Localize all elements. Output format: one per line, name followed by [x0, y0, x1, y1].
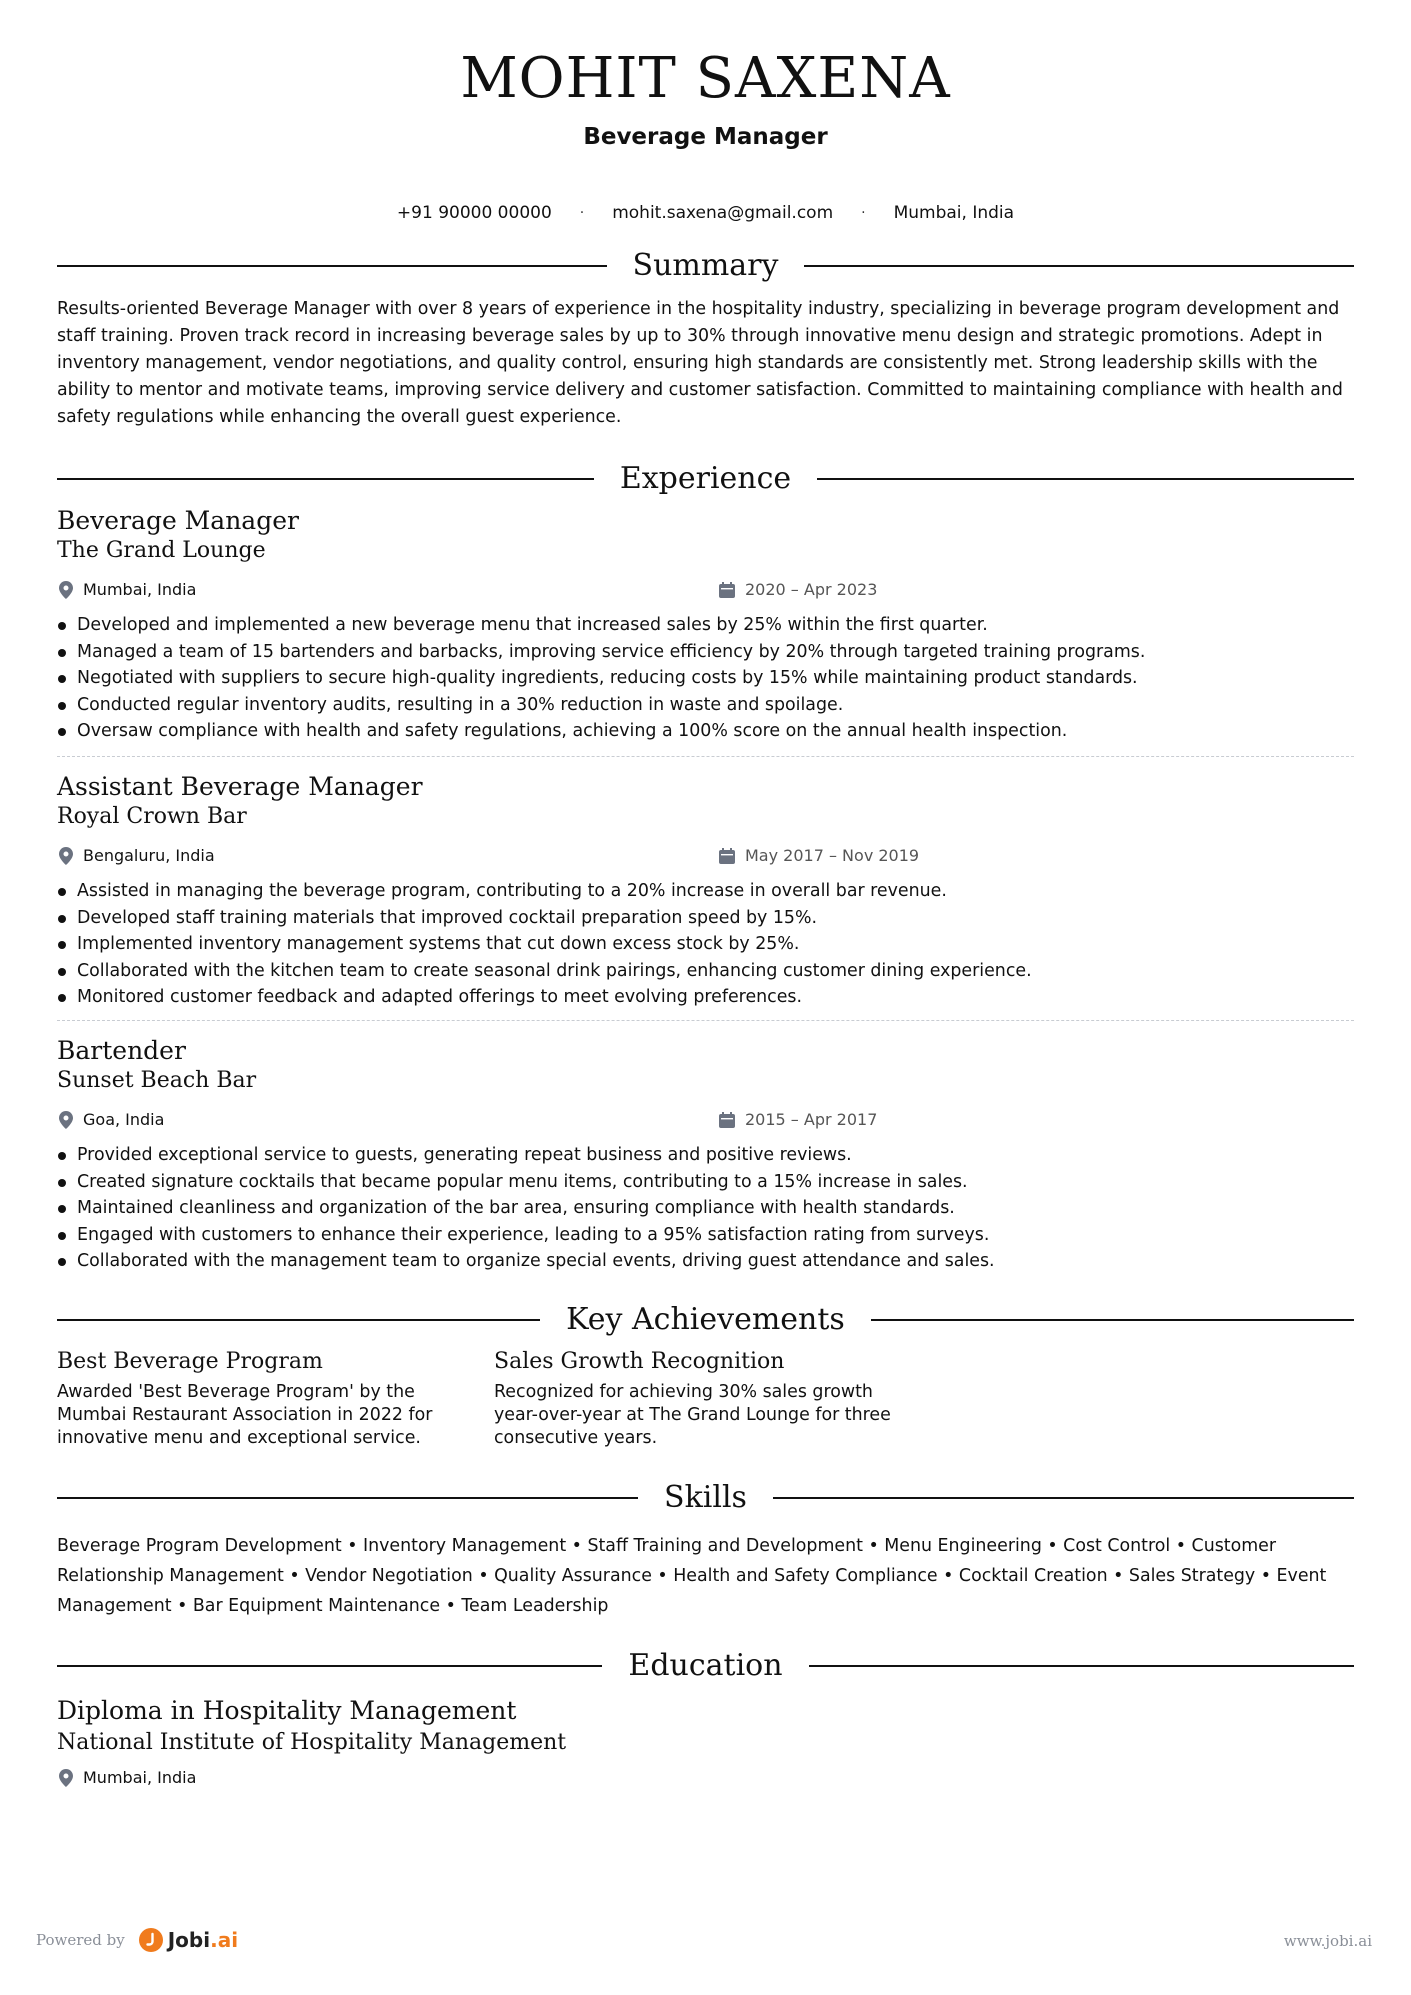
section-heading-experience — [57, 459, 1354, 499]
heading-rule — [57, 1497, 638, 1499]
section-title: Key Achievements — [566, 1302, 845, 1337]
job-meta — [57, 1110, 1354, 1134]
contact-separator: · — [861, 205, 866, 221]
experience-entry — [57, 1036, 1354, 1275]
job-meta — [57, 580, 1354, 604]
brand-logo[interactable] — [139, 1928, 238, 1952]
job-company: Sunset Beach Bar — [57, 1068, 257, 1093]
section-title: Experience — [619, 461, 792, 496]
section-heading-education — [57, 1646, 1354, 1686]
job-bullets — [57, 1142, 1354, 1275]
job-dates-text: 2020 – Apr 2023 — [745, 580, 878, 599]
section-heading-skills — [57, 1478, 1354, 1518]
heading-rule — [773, 1497, 1354, 1499]
section-title: Summary — [632, 248, 779, 283]
list-item: Monitored customer feedback and adapted offerings to meet evolving preferences. — [57, 984, 1354, 1011]
education-entry — [57, 1694, 1354, 1792]
job-location-text: Bengaluru, India — [83, 846, 215, 865]
skills-list: Beverage Program Development • Inventory Management • Staff Training and Development • Menu Engineering • Cost Control • Customer Relationship Management • Vendor Negotiation • Quality Assurance • Health and Safety Compliance • Cocktail Creation • Sales Strategy • Event Management • Bar Equipment Maintenance • Team Leadership — [57, 1536, 1327, 1616]
job-location-text: Goa, India — [83, 1110, 165, 1129]
job-role: Beverage Manager — [57, 506, 299, 535]
job-role: Assistant Beverage Manager — [57, 772, 423, 801]
contact-phone[interactable]: +91 90000 00000 — [396, 203, 552, 223]
achievement-item — [494, 1347, 894, 1450]
job-dates — [719, 1110, 877, 1129]
list-item: Collaborated with the management team to organize special events, driving guest attendance and sales. — [57, 1248, 1354, 1275]
candidate-title: Beverage Manager — [583, 124, 828, 150]
list-item: Implemented inventory management systems that cut down excess stock by 25%. — [57, 931, 1354, 958]
heading-rule — [57, 1665, 602, 1667]
education-location-text: Mumbai, India — [83, 1768, 197, 1787]
list-item: Assisted in managing the beverage program, contributing to a 20% increase in overall bar revenue. — [57, 878, 1354, 905]
section-heading-achievements — [57, 1300, 1354, 1340]
heading-rule — [57, 1319, 540, 1321]
achievement-description: Awarded 'Best Beverage Program' by the Mumbai Restaurant Association in 2022 for innovative menu and exceptional service. — [57, 1382, 433, 1448]
achievement-title: Sales Growth Recognition — [494, 1349, 785, 1374]
job-role: Bartender — [57, 1036, 186, 1065]
section-heading-summary — [57, 246, 1354, 286]
section-title: Education — [628, 1648, 783, 1683]
list-item: Engaged with customers to enhance their experience, leading to a 95% satisfaction rating from surveys. — [57, 1222, 1354, 1249]
job-company: The Grand Lounge — [57, 538, 266, 563]
heading-rule — [809, 1665, 1354, 1667]
job-meta — [57, 846, 1354, 870]
list-item: Developed and implemented a new beverage menu that increased sales by 25% within the first quarter. — [57, 612, 1354, 639]
list-item: Negotiated with suppliers to secure high-quality ingredients, reducing costs by 15% while maintaining product standards. — [57, 665, 1354, 692]
heading-rule — [817, 478, 1354, 480]
achievement-description: Recognized for achieving 30% sales growth year-over-year at The Grand Lounge for three consecutive years. — [494, 1382, 891, 1448]
heading-rule — [57, 265, 607, 267]
powered-by-text: Powered by — [36, 1931, 125, 1949]
education-degree: Diploma in Hospitality Management — [57, 1696, 517, 1725]
list-item: Provided exceptional service to guests, generating repeat business and positive reviews. — [57, 1142, 1354, 1169]
footer-website[interactable]: www.jobi.ai — [1283, 1932, 1372, 1950]
map-pin-icon — [59, 1111, 73, 1129]
job-dates-text: May 2017 – Nov 2019 — [745, 846, 920, 865]
list-item: Maintained cleanliness and organization of the bar area, ensuring compliance with health standards. — [57, 1195, 1354, 1222]
job-location — [59, 580, 196, 599]
contact-separator: · — [579, 205, 585, 221]
education-school: National Institute of Hospitality Management — [57, 1730, 567, 1755]
job-bullets — [57, 612, 1354, 745]
job-bullets — [57, 878, 1354, 1011]
entry-divider — [57, 1020, 1354, 1021]
calendar-icon — [719, 582, 735, 598]
job-location — [59, 846, 215, 865]
calendar-icon — [719, 1112, 735, 1128]
experience-entry — [57, 506, 1354, 745]
map-pin-icon — [59, 847, 73, 865]
heading-rule — [804, 265, 1354, 267]
list-item: Developed staff training materials that improved cocktail preparation speed by 15%. — [57, 905, 1354, 932]
map-pin-icon — [59, 1769, 73, 1787]
entry-divider — [57, 756, 1354, 757]
footer-branding — [36, 1928, 238, 1952]
heading-rule — [871, 1319, 1354, 1321]
calendar-icon — [719, 848, 735, 864]
job-location-text: Mumbai, India — [83, 580, 197, 599]
list-item: Managed a team of 15 bartenders and barbacks, improving service efficiency by 20% through targeted training programs. — [57, 639, 1354, 666]
job-dates-text: 2015 – Apr 2017 — [745, 1110, 878, 1129]
contact-location: Mumbai, India — [893, 203, 1015, 223]
brand-name: Jobi — [167, 1928, 211, 1952]
experience-entry — [57, 772, 1354, 1011]
list-item: Oversaw compliance with health and safety regulations, achieving a 100% score on the annual health inspection. — [57, 718, 1354, 745]
job-dates — [719, 846, 919, 865]
list-item: Conducted regular inventory audits, resulting in a 30% reduction in waste and spoilage. — [57, 692, 1354, 719]
education-location — [59, 1768, 196, 1787]
achievement-title: Best Beverage Program — [57, 1349, 323, 1374]
job-company: Royal Crown Bar — [57, 804, 247, 829]
summary-text: Results-oriented Beverage Manager with over 8 years of experience in the hospitality industry, specializing in beverage program development and staff training. Proven track record in increasing beverage sales by up to 30% through innovative menu design and strategic promotions. Adept in inventory management, vendor negotiations, and quality control, ensuring high standards are consistently met. Strong leadership skills with the ability to mentor and motivate teams, improving service delivery and customer satisfaction. Committed to maintaining compliance with health and safety regulations while enhancing the overall guest experience. — [57, 299, 1343, 427]
jobi-logo-icon — [139, 1928, 163, 1952]
candidate-name: MOHIT SAXENA — [460, 46, 951, 111]
job-dates — [719, 580, 877, 599]
contact-email[interactable]: mohit.saxena@gmail.com — [612, 203, 834, 223]
section-title: Skills — [664, 1480, 747, 1515]
contact-bar — [57, 201, 1354, 225]
brand-suffix: .ai — [210, 1928, 239, 1952]
education-meta — [57, 1768, 1354, 1792]
list-item: Collaborated with the kitchen team to create seasonal drink pairings, enhancing customer dining experience. — [57, 958, 1354, 985]
achievement-item — [57, 1347, 457, 1450]
job-location — [59, 1110, 164, 1129]
heading-rule — [57, 478, 594, 480]
list-item: Created signature cocktails that became popular menu items, contributing to a 15% increase in sales. — [57, 1169, 1354, 1196]
map-pin-icon — [59, 581, 73, 599]
